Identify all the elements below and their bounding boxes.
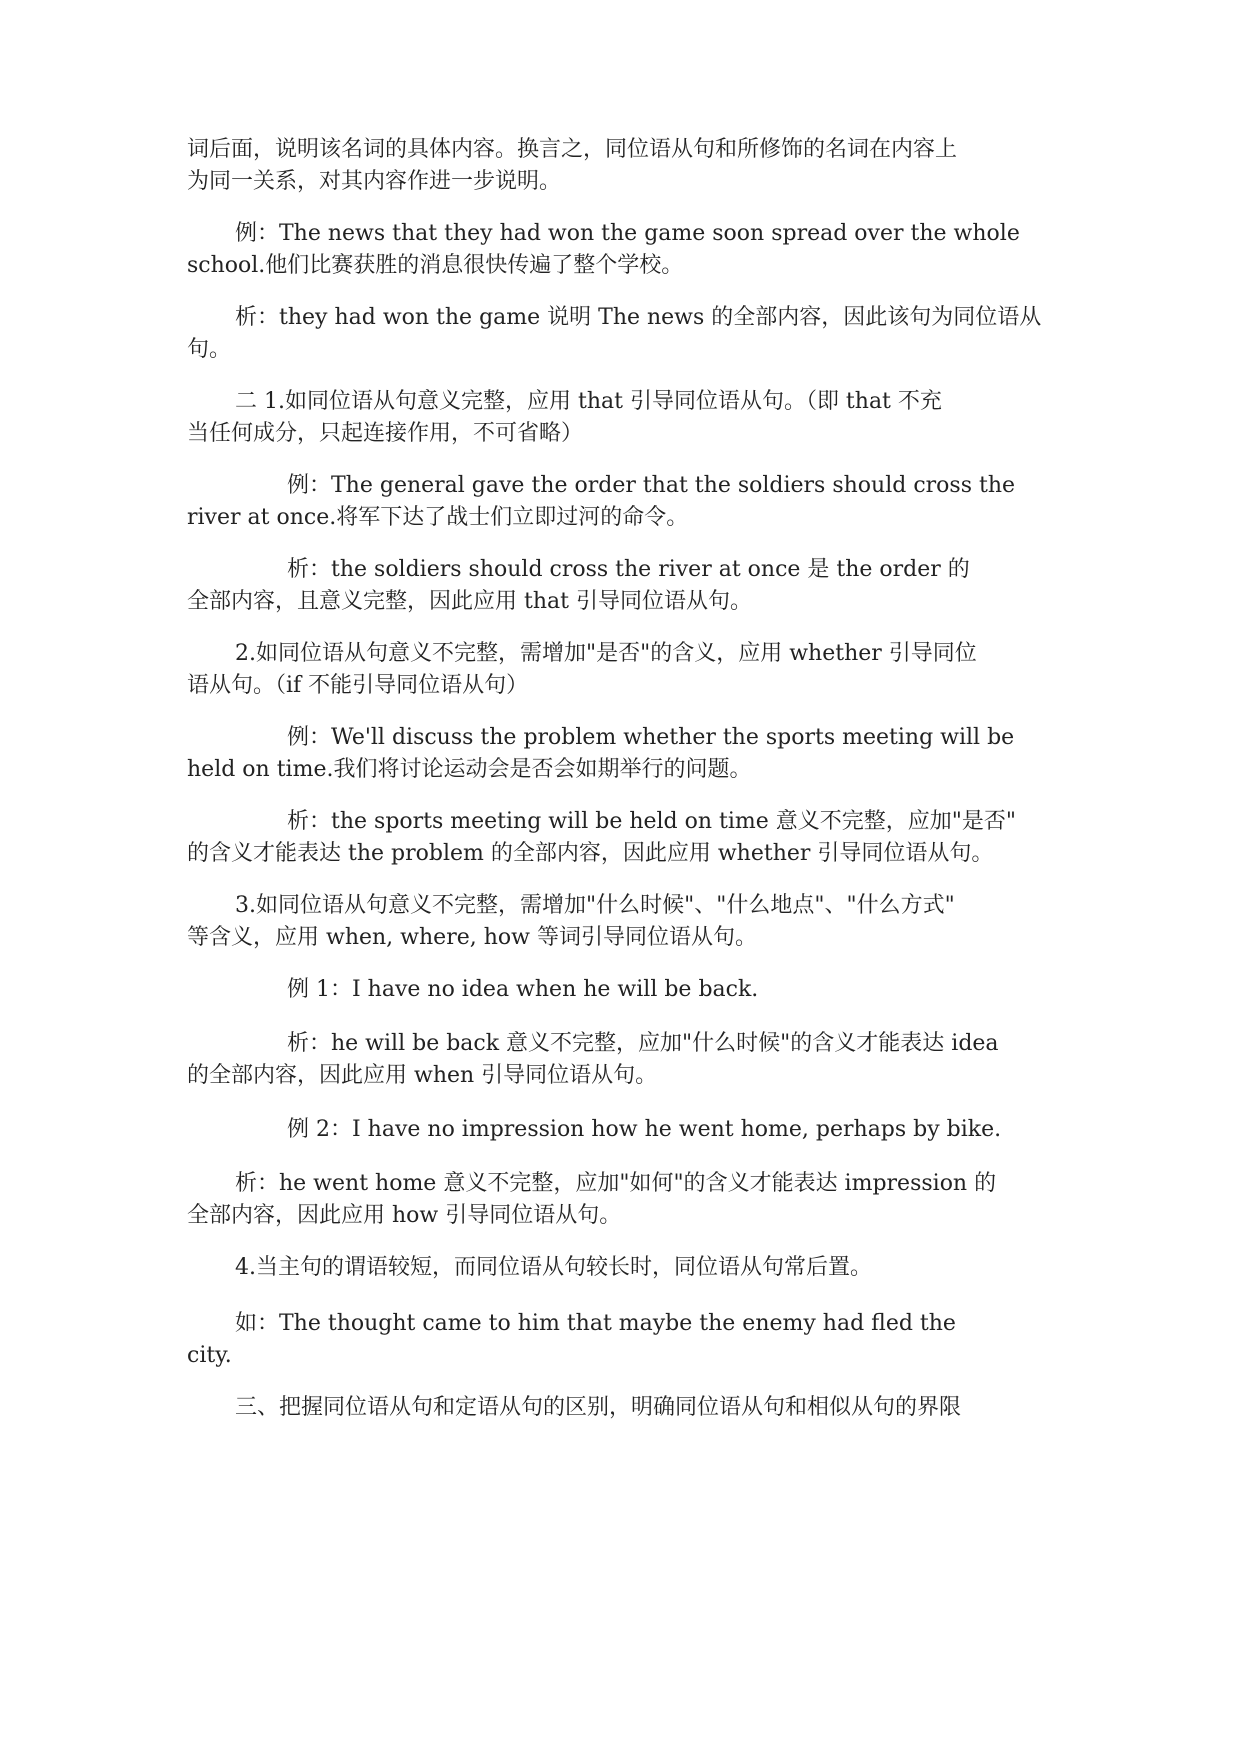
paragraph-analysis-2 [187,554,1087,618]
text-line: 全部内容，因此应用 how 引导同位语从句。 [187,1203,622,1228]
text-line: 析：they had won the game 说明 The news 的全部内容，因此该句为同位语从 [235,305,1042,330]
paragraph-analysis-5 [187,1168,1087,1232]
text-line: river at once.将军下达了战士们立即过河的命令。 [187,505,689,530]
text-line: 4.当主句的谓语较短，而同位语从句较长时，同位语从句常后置。 [235,1255,872,1280]
text-line: 例：We'll discuss the problem whether the sports meeting will be [287,725,1015,750]
paragraph-analysis-1 [187,302,1087,366]
text-line: 语从句。（if 不能引导同位语从句） [187,673,529,698]
paragraph-analysis-4 [187,1028,1087,1092]
paragraph-example-6 [187,1308,1087,1372]
paragraph-rule-2 [187,638,1087,702]
text-line: 如：The thought came to him that maybe the enemy had fled the [235,1311,956,1336]
text-line: 的全部内容，因此应用 when 引导同位语从句。 [187,1063,658,1088]
text-line: 词后面，说明该名词的具体内容。换言之，同位语从句和所修饰的名词在内容上 [187,137,958,162]
text-line: 例：The general gave the order that the soldiers should cross the [287,473,1016,498]
text-line: 当任何成分，只起连接作用，不可省略） [187,421,584,446]
paragraph-rule-3 [187,890,1087,954]
text-line: 全部内容，且意义完整，因此应用 that 引导同位语从句。 [187,589,752,614]
text-line: 例 2：I have no impression how he went home, perhaps by bike. [287,1117,1002,1142]
text-line: school.他们比赛获胜的消息很快传遍了整个学校。 [187,253,684,278]
paragraph-example-5 [187,1114,1087,1146]
text-line: 二 1.如同位语从句意义完整，应用 that 引导同位语从句。（即 that 不充 [235,389,942,414]
text-line: city. [187,1343,232,1368]
text-line: 析：he went home 意义不完整，应加"如何"的含义才能表达 impression 的 [235,1171,997,1196]
text-line: 析：the sports meeting will be held on time 意义不完整，应加"是否" [287,809,1017,834]
paragraph-example-2 [187,470,1087,534]
paragraph-example-3 [187,722,1087,786]
section-heading-3 [187,1392,1087,1424]
text-line: 的含义才能表达 the problem 的全部内容，因此应用 whether 引导同位语从句。 [187,841,994,866]
paragraph-rule-4 [187,1252,1087,1284]
text-line: 3.如同位语从句意义不完整，需增加"什么时候"、"什么地点"、"什么方式" [235,893,955,918]
text-line: 析：the soldiers should cross the river at once 是 the order 的 [287,557,970,582]
paragraph-example-4 [187,974,1087,1006]
text-line: 为同一关系，对其内容作进一步说明。 [187,169,562,194]
text-line: 析：he will be back 意义不完整，应加"什么时候"的含义才能表达 idea [287,1031,999,1056]
text-line: 例：The news that they had won the game soon spread over the whole [235,221,1020,246]
text-line: 等含义，应用 when, where, how 等词引导同位语从句。 [187,925,757,950]
text-line: 三、把握同位语从句和定语从句的区别，明确同位语从句和相似从句的界限 [235,1395,962,1420]
text-line: 句。 [187,337,232,362]
text-line: 2.如同位语从句意义不完整，需增加"是否"的含义，应用 whether 引导同位 [235,641,977,666]
paragraph-example-1 [187,218,1087,282]
text-line: held on time.我们将讨论运动会是否会如期举行的问题。 [187,757,752,782]
paragraph-intro-continued [187,134,1087,198]
text-line: 例 1：I have no idea when he will be back. [287,977,759,1002]
paragraph-rule-1 [187,386,1087,450]
paragraph-analysis-3 [187,806,1087,870]
